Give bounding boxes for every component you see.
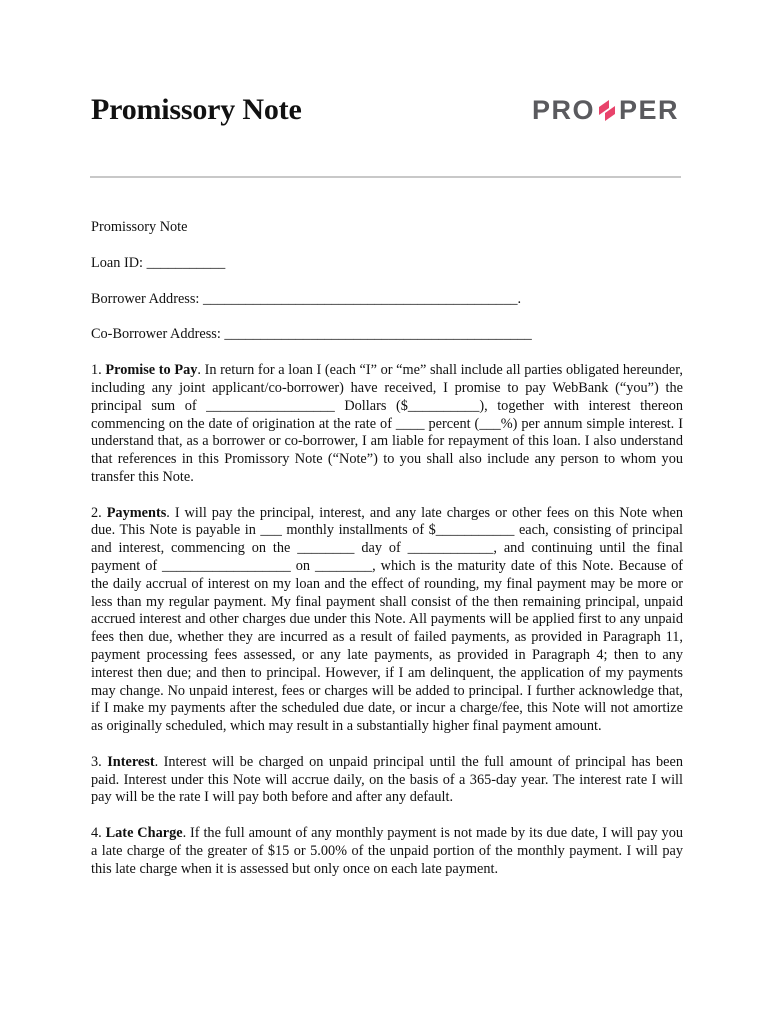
section-payments (91, 505, 683, 736)
section-title: Payments (106, 504, 167, 521)
logo-text-left: PRO (532, 95, 596, 125)
section-title: Promise to Pay (105, 362, 198, 379)
prosper-logo (532, 95, 679, 126)
section-late-charge (91, 825, 683, 878)
section-number: 3. (91, 753, 108, 770)
section-text: . In return for a loan I (each “I” or “me” shall include all parties obligated hereunder, including any joint applicant/co-borrower) have received, I promise to pay WebBank (“you”) the principal sum of __________________ Dollars ($__________), together with interest thereon commencing on the date of origination at the rate of ____ percent (___%) per annum simple interest. I understand that, as a borrower or co-borrower, I am liable for repayment of this loan. I also understand that references in this Promissory Note (“Note”) to you shall also include any person to whom you transfer this Note. (91, 362, 683, 485)
loan-id-field: Loan ID: ___________ (91, 254, 226, 271)
document-body (91, 219, 683, 896)
logo-text-right: PER (619, 95, 680, 125)
section-interest (91, 754, 683, 807)
section-number: 1. (91, 362, 106, 379)
section-number: 4. (91, 824, 106, 841)
section-text: . Interest will be charged on unpaid principal until the full amount of principal has been paid. Interest under this Note will accrue daily, on the basis of a 365-day year. The interest rate I will pay will be the rate I will pay both before and after any default. (91, 753, 683, 806)
logo-mark-icon (596, 98, 618, 123)
section-text: . I will pay the principal, interest, and any late charges or other fees on this Note when due. This Note is payable in ___ monthly installments of $___________ each, consisting of principal and interest, commencing on the ________ day of ____________, and continuing until the final payment of __________________ on ________, which is the maturity date of this Note. Because of the daily accrual of interest on my loan and the effect of rounding, my final payment may be more or less than my regular payment. My final payment shall consist of the then remaining principal, unpaid accrued interest and other charges due under this Note. All payments will be applied first to any unpaid fees then due, whether they are incurred as a result of failed payments, as provided in Paragraph 11, payment processing fees assessed, or any late payments, as provided in Paragraph 4; then to any interest then due; and then to principal. However, if I am delinquent, the application of my payments may change. No unpaid interest, fees or charges will be added to principal. I further acknowledge that, if I make my payments after the scheduled due date, or incur a charge/fee, this Note will not amortize as originally scheduled, which may result in a substantially higher final payment amount. (91, 504, 683, 735)
section-title: Late Charge (105, 824, 183, 841)
page-title: Promissory Note (91, 93, 302, 126)
section-promise-to-pay (91, 362, 683, 487)
co-borrower-address-field: Co-Borrower Address: ___________________________________________ (91, 326, 532, 343)
header-divider (90, 176, 681, 178)
section-number: 2. (91, 504, 107, 521)
section-title: Interest (107, 753, 155, 770)
borrower-address-field: Borrower Address: ____________________________________________. (91, 290, 522, 307)
section-text: . If the full amount of any monthly payment is not made by its due date, I will pay you a late charge of the greater of $15 or 5.00% of the unpaid portion of the monthly payment. I will pay this late charge when it is assessed but only once on each late payment. (91, 824, 683, 877)
document-heading: Promissory Note (91, 219, 188, 235)
